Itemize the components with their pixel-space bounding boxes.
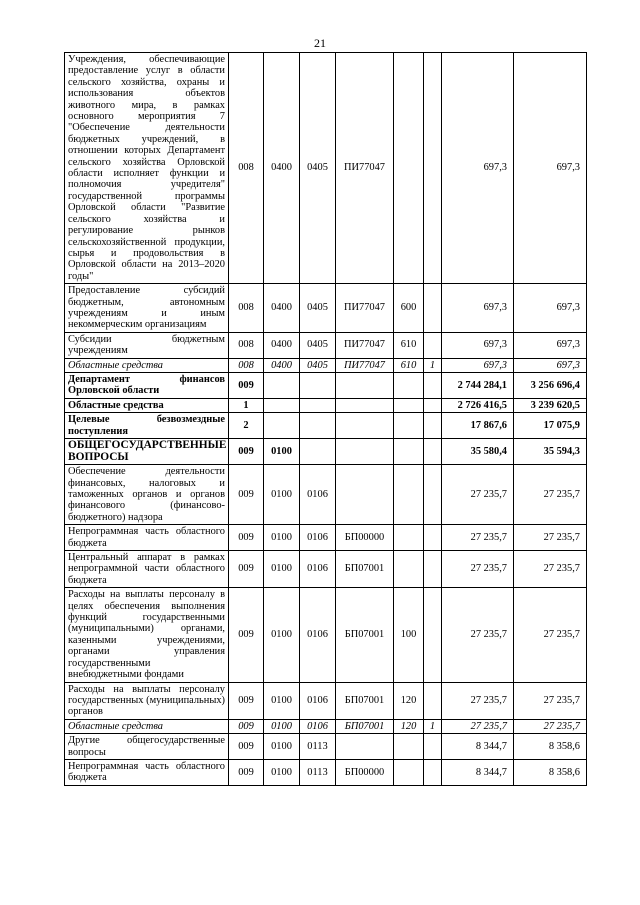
- cell-ved: 008: [229, 358, 264, 372]
- cell-podrazdel: [300, 398, 336, 412]
- cell-amount-year2: 27 235,7: [514, 551, 587, 588]
- cell-target-article: ПИ77047: [336, 358, 394, 372]
- cell-ved: 009: [229, 551, 264, 588]
- cell-expense-type: [394, 734, 424, 760]
- cell-podrazdel: 0106: [300, 465, 336, 525]
- cell-amount-year1: 35 580,4: [442, 439, 514, 465]
- table-row: [65, 759, 587, 785]
- cell-razdel: [264, 372, 300, 398]
- cell-ved: 009: [229, 525, 264, 551]
- cell-amount-year1: 27 235,7: [442, 682, 514, 719]
- cell-target-article: ПИ77047: [336, 284, 394, 333]
- cell-source: [424, 413, 442, 439]
- cell-target-article: [336, 413, 394, 439]
- cell-ved: 009: [229, 588, 264, 682]
- cell-podrazdel: 0405: [300, 53, 336, 284]
- cell-expense-type: [394, 525, 424, 551]
- cell-ved: 008: [229, 284, 264, 333]
- cell-amount-year2: 697,3: [514, 332, 587, 358]
- cell-source: [424, 332, 442, 358]
- cell-amount-year1: 697,3: [442, 284, 514, 333]
- cell-expense-type: [394, 398, 424, 412]
- row-name: Предоставление субсидий бюджетным, автономным учреждениям и иным некоммерческим организациям: [65, 284, 229, 333]
- cell-amount-year2: 17 075,9: [514, 413, 587, 439]
- cell-podrazdel: [300, 372, 336, 398]
- cell-podrazdel: 0106: [300, 719, 336, 733]
- cell-source: [424, 398, 442, 412]
- row-name: Обеспечение деятельности финансовых, налоговых и таможенных органов и органов финансового (финансово-бюджетного) надзора: [65, 465, 229, 525]
- cell-ved: 009: [229, 719, 264, 733]
- cell-podrazdel: 0106: [300, 682, 336, 719]
- cell-amount-year1: 27 235,7: [442, 465, 514, 525]
- cell-amount-year1: 27 235,7: [442, 525, 514, 551]
- row-name: Департамент финансов Орловской области: [65, 372, 229, 398]
- cell-podrazdel: 0106: [300, 551, 336, 588]
- table-row: [65, 413, 587, 439]
- cell-ved: 009: [229, 734, 264, 760]
- cell-ved: 008: [229, 332, 264, 358]
- cell-target-article: БП07001: [336, 588, 394, 682]
- cell-razdel: [264, 413, 300, 439]
- cell-ved: 1: [229, 398, 264, 412]
- table-row: [65, 465, 587, 525]
- table-row: [65, 439, 587, 465]
- cell-target-article: [336, 734, 394, 760]
- row-name: ОБЩЕГОСУДАРСТВЕННЫЕ ВОПРОСЫ: [65, 439, 229, 465]
- cell-razdel: 0400: [264, 332, 300, 358]
- row-name: Непрограммная часть областного бюджета: [65, 759, 229, 785]
- cell-expense-type: 100: [394, 588, 424, 682]
- cell-amount-year1: 2 744 284,1: [442, 372, 514, 398]
- cell-target-article: БП07001: [336, 682, 394, 719]
- cell-amount-year2: 3 239 620,5: [514, 398, 587, 412]
- cell-target-article: ПИ77047: [336, 53, 394, 284]
- cell-razdel: 0400: [264, 358, 300, 372]
- cell-expense-type: [394, 372, 424, 398]
- cell-expense-type: [394, 551, 424, 588]
- cell-source: [424, 465, 442, 525]
- cell-source: 1: [424, 719, 442, 733]
- cell-razdel: 0100: [264, 734, 300, 760]
- cell-source: [424, 53, 442, 284]
- cell-podrazdel: 0405: [300, 332, 336, 358]
- cell-razdel: 0400: [264, 53, 300, 284]
- row-name: Расходы на выплаты персоналу в целях обеспечения выполнения функций государственными (муниципальными) органами, казенными учреждениями, органами управления государственными внебюджетными фондами: [65, 588, 229, 682]
- cell-amount-year1: 27 235,7: [442, 551, 514, 588]
- cell-target-article: [336, 439, 394, 465]
- cell-amount-year2: 697,3: [514, 53, 587, 284]
- cell-source: [424, 551, 442, 588]
- cell-target-article: ПИ77047: [336, 332, 394, 358]
- cell-expense-type: 610: [394, 332, 424, 358]
- table-row: [65, 682, 587, 719]
- cell-source: [424, 525, 442, 551]
- cell-amount-year2: 35 594,3: [514, 439, 587, 465]
- cell-razdel: 0100: [264, 682, 300, 719]
- row-name: Расходы на выплаты персоналу государственных (муниципальных) органов: [65, 682, 229, 719]
- cell-source: [424, 439, 442, 465]
- row-name: Другие общегосударственные вопросы: [65, 734, 229, 760]
- cell-target-article: БП00000: [336, 759, 394, 785]
- cell-target-article: [336, 465, 394, 525]
- cell-ved: 008: [229, 53, 264, 284]
- cell-amount-year2: 697,3: [514, 358, 587, 372]
- table-row: [65, 551, 587, 588]
- budget-table: [64, 52, 587, 786]
- cell-ved: 009: [229, 372, 264, 398]
- cell-podrazdel: 0106: [300, 588, 336, 682]
- cell-target-article: [336, 398, 394, 412]
- cell-source: [424, 284, 442, 333]
- cell-amount-year2: 8 358,6: [514, 759, 587, 785]
- cell-amount-year2: 27 235,7: [514, 719, 587, 733]
- table-row: [65, 588, 587, 682]
- cell-expense-type: [394, 759, 424, 785]
- cell-razdel: 0100: [264, 439, 300, 465]
- table-row: [65, 398, 587, 412]
- cell-source: [424, 682, 442, 719]
- table-row: [65, 525, 587, 551]
- cell-amount-year2: 27 235,7: [514, 588, 587, 682]
- cell-razdel: 0100: [264, 551, 300, 588]
- cell-expense-type: [394, 439, 424, 465]
- row-name: Областные средства: [65, 398, 229, 412]
- cell-target-article: БП00000: [336, 525, 394, 551]
- cell-podrazdel: 0113: [300, 734, 336, 760]
- cell-expense-type: [394, 53, 424, 284]
- table-row: [65, 719, 587, 733]
- cell-amount-year1: 27 235,7: [442, 719, 514, 733]
- cell-razdel: 0100: [264, 719, 300, 733]
- cell-source: [424, 759, 442, 785]
- cell-podrazdel: 0106: [300, 525, 336, 551]
- cell-ved: 009: [229, 439, 264, 465]
- cell-amount-year2: 697,3: [514, 284, 587, 333]
- cell-expense-type: 610: [394, 358, 424, 372]
- cell-razdel: 0100: [264, 465, 300, 525]
- cell-amount-year1: 2 726 416,5: [442, 398, 514, 412]
- cell-expense-type: [394, 465, 424, 525]
- cell-razdel: [264, 398, 300, 412]
- cell-source: [424, 588, 442, 682]
- cell-target-article: БП07001: [336, 551, 394, 588]
- cell-ved: 009: [229, 682, 264, 719]
- row-name: Центральный аппарат в рамках непрограммной части областного бюджета: [65, 551, 229, 588]
- row-name: Областные средства: [65, 358, 229, 372]
- cell-expense-type: 120: [394, 719, 424, 733]
- cell-razdel: 0100: [264, 588, 300, 682]
- cell-source: [424, 734, 442, 760]
- cell-source: 1: [424, 358, 442, 372]
- cell-razdel: 0100: [264, 759, 300, 785]
- table-row: [65, 358, 587, 372]
- page-number: 21: [314, 36, 326, 50]
- cell-amount-year1: 697,3: [442, 332, 514, 358]
- table-row: [65, 332, 587, 358]
- cell-amount-year1: 27 235,7: [442, 588, 514, 682]
- cell-amount-year1: 697,3: [442, 53, 514, 284]
- cell-ved: 2: [229, 413, 264, 439]
- row-name: Непрограммная часть областного бюджета: [65, 525, 229, 551]
- table-row: [65, 284, 587, 333]
- table-row: [65, 734, 587, 760]
- cell-amount-year2: 27 235,7: [514, 682, 587, 719]
- cell-amount-year1: 8 344,7: [442, 759, 514, 785]
- row-name: Субсидии бюджетным учреждениям: [65, 332, 229, 358]
- cell-ved: 009: [229, 759, 264, 785]
- cell-razdel: 0400: [264, 284, 300, 333]
- cell-amount-year2: 27 235,7: [514, 525, 587, 551]
- cell-expense-type: 600: [394, 284, 424, 333]
- budget-table-body: [65, 53, 587, 786]
- cell-expense-type: [394, 413, 424, 439]
- cell-amount-year1: 8 344,7: [442, 734, 514, 760]
- cell-amount-year1: 17 867,6: [442, 413, 514, 439]
- row-name: Целевые безвозмездные поступления: [65, 413, 229, 439]
- cell-podrazdel: [300, 413, 336, 439]
- cell-podrazdel: [300, 439, 336, 465]
- table-row: [65, 372, 587, 398]
- cell-podrazdel: 0113: [300, 759, 336, 785]
- cell-amount-year2: 27 235,7: [514, 465, 587, 525]
- cell-source: [424, 372, 442, 398]
- cell-amount-year2: 8 358,6: [514, 734, 587, 760]
- cell-amount-year1: 697,3: [442, 358, 514, 372]
- cell-podrazdel: 0405: [300, 358, 336, 372]
- cell-podrazdel: 0405: [300, 284, 336, 333]
- cell-expense-type: 120: [394, 682, 424, 719]
- cell-ved: 009: [229, 465, 264, 525]
- table-row: [65, 53, 587, 284]
- cell-target-article: [336, 372, 394, 398]
- row-name: Областные средства: [65, 719, 229, 733]
- row-name: Учреждения, обеспечивающие предоставление услуг в области сельского хозяйства, охраны и использования объектов животного мира, в рамках основного мероприятия 7 "Обеспечение деятельности бюджетных учреждений, в отношении которых Департамент сельского хозяйства Орловской области исполняет функции и полномочия учредителя" государственной программы Орловской области "Развитие сельского хозяйства и регулирование рынков сельскохозяйственной продукции, сырья и продовольствия в Орловской области на 2013–2020 годы": [65, 53, 229, 284]
- cell-razdel: 0100: [264, 525, 300, 551]
- cell-target-article: БП07001: [336, 719, 394, 733]
- cell-amount-year2: 3 256 696,4: [514, 372, 587, 398]
